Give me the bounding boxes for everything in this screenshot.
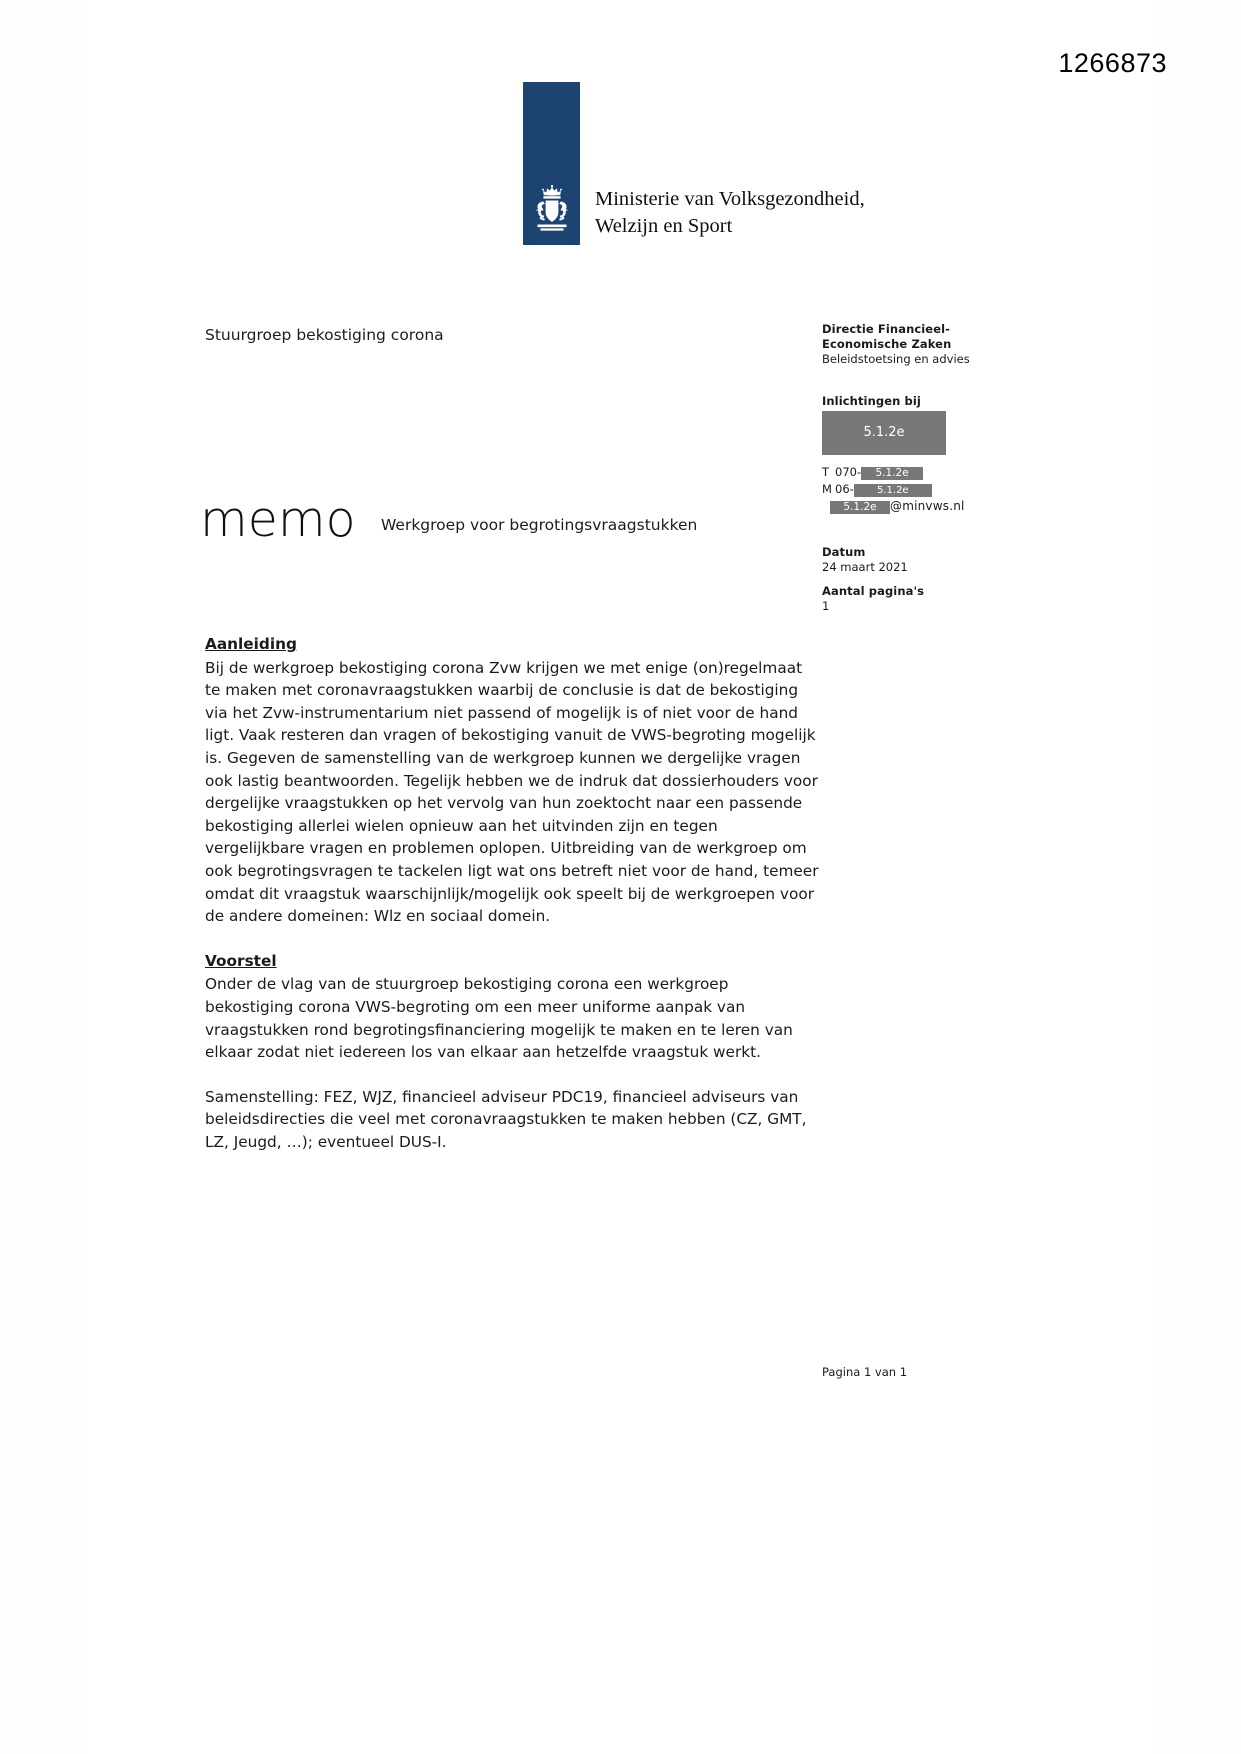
section-text-aanleiding: Bij de werkgroep bekostiging corona Zvw krijgen we met enige (on)regelmaat te maken met coronavraagstukken waarbij de conclusie is dat de bekostiging via het Zvw-instrumentarium niet passend of mogelijk is of niet voor de hand ligt. Vaak resteren dan vragen of bekostiging vanuit de VWS-begroting mogelijk is. Gegeven de samenstelling van de werkgroep kunnen we dergelijke vragen ook lastig beantwoorden. Tegelijk hebben we de indruk dat dossierhouders voor dergelijke vraagstukken op het vervolg van hun zoektocht naar een passende bekostiging allerlei wielen opnieuw aan het uitvinden zijn en tegen vergelijkbare vragen en problemen oplopen. Uitbreiding van de werkgroep om ook begrotingsvragen te tackelen ligt wat ons betreft niet voor de hand, temeer omdat dit vraagstuk waarschijnlijk/mogelijk ook speelt bij de werkgroepen voor de andere domeinen: Wlz en sociaal domein. [205,658,819,926]
meta-column [822,322,1072,615]
paragraph-spacer [205,1064,819,1086]
email-domain: @minvws.nl [890,498,965,513]
ministry-name-line2: Welzijn en Sport [595,215,733,237]
date-label: Datum [822,544,866,559]
ministry-logo [523,82,943,257]
netherlands-coat-of-arms-icon [531,185,573,237]
meta-spacer [822,515,1072,545]
mobile-line [822,481,1072,498]
document-number: 1266873 [1058,48,1167,78]
date-value: 24 maart 2021 [822,559,908,574]
ministry-name-line1: Ministerie van Volksgezondheid, [595,188,865,210]
redacted-contact-name: 5.1.2e [822,411,946,455]
meta-spacer [822,455,1072,464]
page-count-label: Aantal pagina's [822,584,925,598]
meta-spacer [822,368,1072,394]
section-text-samenstelling: Samenstelling: FEZ, WJZ, financieel adviseur PDC19, financieel adviseurs van beleidsdirecties die veel met coronavraagstukken te maken hebben (CZ, GMT, LZ, Jeugd, …); eventueel DUS-I. [205,1087,807,1151]
memo-subject: Werkgroep voor begrotingsvraagstukken [381,516,698,534]
phone-line [822,464,1072,481]
redacted-mobile: 5.1.2e [854,484,932,497]
redacted-phone: 5.1.2e [861,467,923,480]
section-text-voorstel: Onder de vlag van de stuurgroep bekostiging corona een werkgroep bekostiging corona VWS-begroting om een meer uniforme aanpak van vraagstukken rond begrotingsfinanciering mogelijk te maken en te leren van elkaar zodat niet iedereen los van elkaar aan hetzelfde vraagstuk werkt. [205,975,793,1062]
redacted-email-user: 5.1.2e [830,501,890,514]
directorate-line2: Economische Zaken [822,337,952,351]
section-heading-voorstel: Voorstel [205,951,277,970]
page-count-value: 1 [822,599,830,613]
email-line [822,498,1072,515]
mobile-label: M [822,481,832,496]
phone-prefix: 070- [835,464,862,479]
addressee: Stuurgroep bekostiging corona [205,326,444,344]
page-footer: Pagina 1 van 1 [822,1365,908,1379]
ministry-name [595,186,865,240]
memo-title: memo [200,491,356,548]
phone-label: T [822,464,830,479]
memo-body [205,633,819,1153]
contact-label: Inlichtingen bij [822,393,921,408]
mobile-prefix: 06- [835,481,854,496]
directorate-subtitle: Beleidstoetsing en advies [822,352,970,366]
directorate-line1: Directie Financieel- [822,322,951,336]
section-heading-aanleiding: Aanleiding [205,635,297,653]
logo-blue-bar [523,82,580,245]
meta-spacer [822,575,1072,584]
